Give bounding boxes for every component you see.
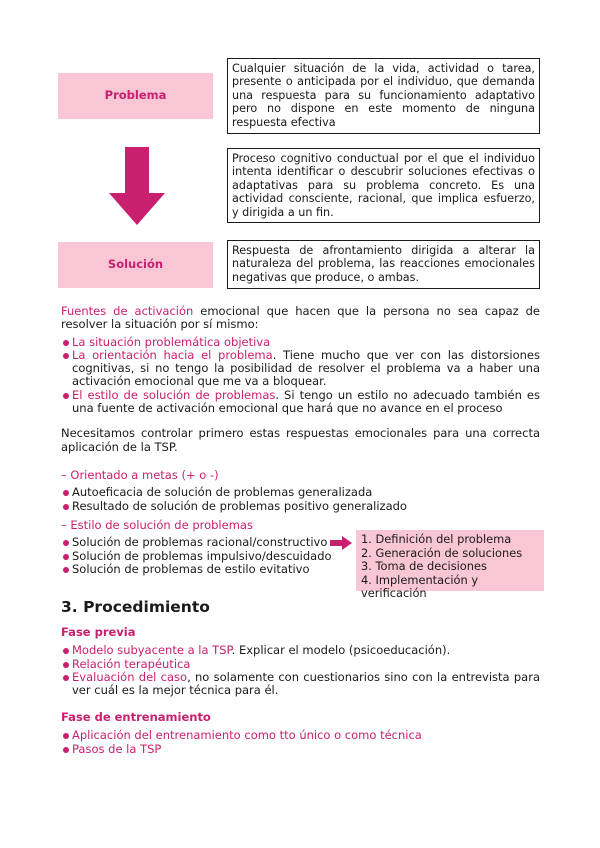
sources-lead-highlight: Fuentes de activación [61, 304, 194, 318]
sources-lead [61, 305, 540, 332]
goals-heading: – Orientado a metas (+ o -) [61, 468, 219, 482]
process-definition: Proceso cognitivo conductual por el que el individuo intenta identificar o descubrir soluciones efectivas o adaptativas para su problema concreto. Es una actividad consciente, racional, que implica esfuerzo, y dirigida a un fin. [232, 152, 535, 219]
styles-section [61, 519, 351, 576]
phase2-heading: Fase de entrenamiento [61, 710, 211, 724]
list-item: Modelo subyacente a la TSP. Explicar el modelo (psicoeducación). [61, 644, 540, 657]
list-item: Evaluación del caso, no solamente con cuestionarios sino con la entrevista para ver cuál es la mejor técnica para él. [61, 671, 540, 698]
step-item: 3. Toma de decisiones [361, 559, 487, 574]
styles-heading: – Estilo de solución de problemas [61, 518, 253, 532]
right-arrow-icon [330, 536, 352, 550]
goals-list [61, 486, 540, 513]
step-item: 1. Definición del problema [361, 532, 512, 546]
step-item: 4. Implementación y verificación [361, 572, 479, 601]
list-item: Aplicación del entrenamiento como tto único o como técnica [61, 729, 540, 742]
goals-section [61, 469, 540, 513]
list-item: El estilo de solución de problemas. Si tengo un estilo no adecuado también es una fuente de activación emocional que hará que no avance en el proceso [61, 389, 540, 416]
list-item: La orientación hacia el problema. Tiene mucho que ver con las distorsiones cognitivas, si no tengo la posibilidad de resolver el problema va a haber una activación emocional que me va a bloquear. [61, 349, 540, 389]
problem-label: Problema [104, 88, 167, 103]
list-item: Autoeficacia de solución de problemas generalizada [61, 486, 540, 499]
list-item: Solución de problemas de estilo evitativo [61, 563, 351, 576]
styles-list [61, 536, 351, 576]
phase1-heading: Fase previa [61, 625, 136, 639]
list-item: Solución de problemas impulsivo/descuidado [61, 550, 351, 563]
steps-box [356, 530, 544, 601]
sources-lead-text: emocional que hacen que la persona no sea capaz de resolver la situación por sí mismo: [61, 304, 540, 332]
solution-label-box [58, 242, 213, 288]
list-item: Resultado de solución de problemas positivo generalizado [61, 500, 540, 513]
sources-section [61, 305, 540, 454]
down-arrow-icon [107, 147, 167, 227]
problem-definition-box [227, 58, 540, 134]
list-item: La situación problemática objetiva [61, 336, 540, 349]
solution-definition: Respuesta de afrontamiento dirigida a alterar la naturaleza del problema, las reacciones emocionales negativas que produce, o ambas. [232, 244, 535, 284]
solution-definition-box [227, 240, 540, 289]
list-item: Solución de problemas racional/constructivo [61, 536, 351, 549]
process-definition-box [227, 148, 540, 223]
phase2-list [61, 729, 540, 756]
phase2-section [61, 711, 540, 756]
problem-definition: Cualquier situación de la vida, actividad o tarea, presente o anticipada por el individuo, que demanda una respuesta para su funcionamiento adaptativo pero no dispone en este momento de ninguna respuesta efectiva [232, 62, 535, 129]
list-item: Pasos de la TSP [61, 743, 540, 756]
sources-list [61, 336, 540, 416]
procedure-title: 3. Procedimiento [61, 598, 210, 616]
solution-label: Solución [107, 257, 164, 272]
phase1-section [61, 626, 540, 697]
phase1-list [61, 644, 540, 697]
list-item: Relación terapéutica [61, 658, 540, 671]
control-paragraph: Necesitamos controlar primero estas respuestas emocionales para una correcta aplicación de la TSP. [61, 426, 540, 454]
problem-label-box [58, 73, 213, 119]
step-item: 2. Generación de soluciones [361, 545, 523, 560]
